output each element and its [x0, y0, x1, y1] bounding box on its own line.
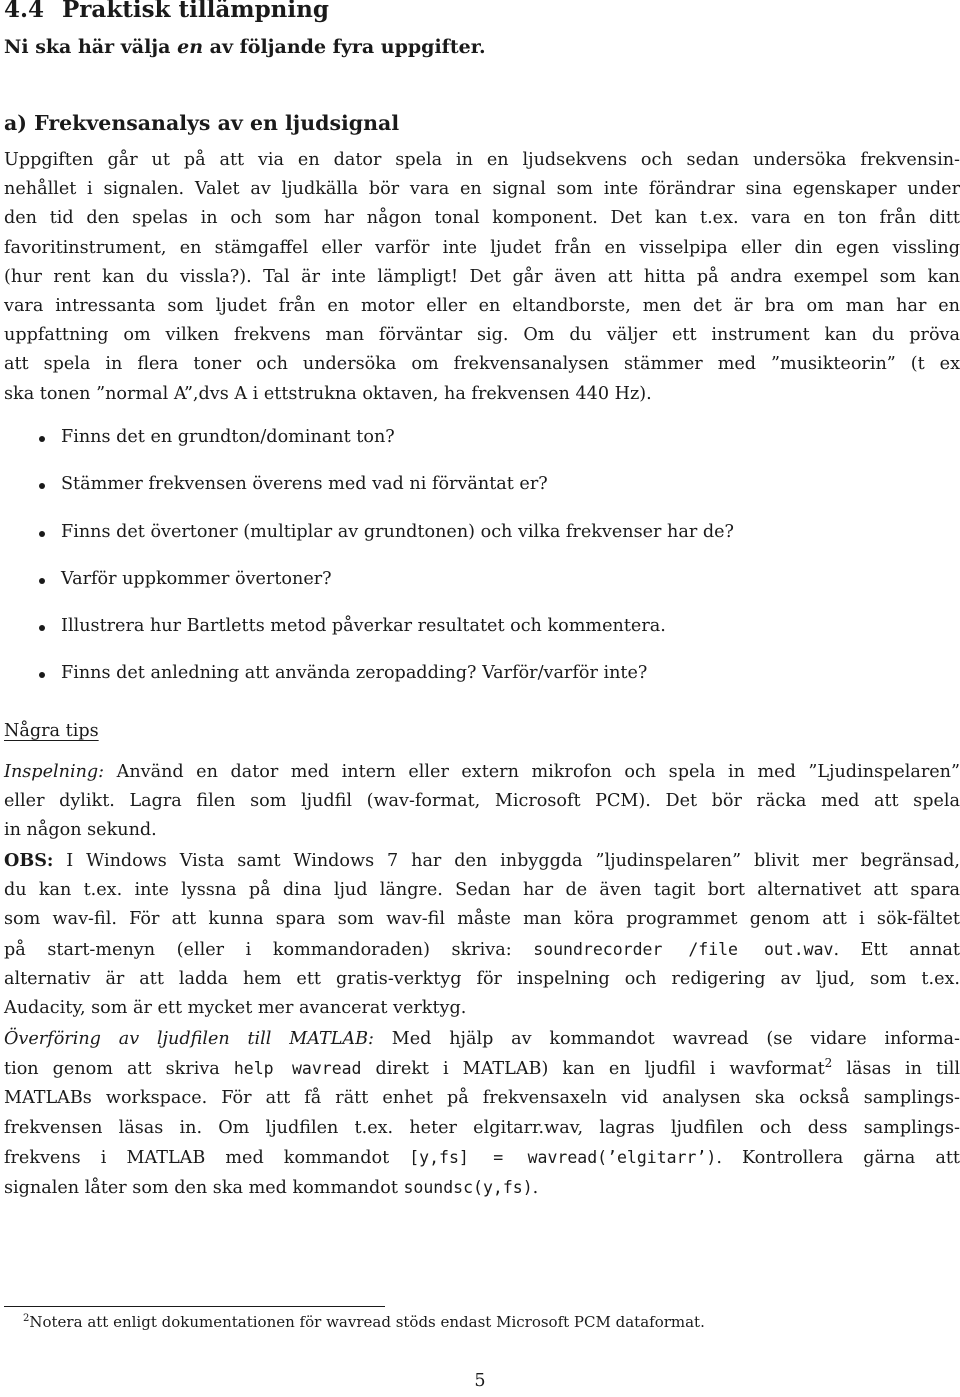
recording-tip-paragraph [4, 758, 960, 846]
command-code: soundsc(y,fs) [403, 1178, 533, 1198]
section-title: Praktisk tillämpning [62, 0, 329, 23]
bullet-icon [39, 483, 45, 489]
obs-paragraph [4, 846, 960, 1023]
paragraph-line: på start-menyn (eller i kommandoraden) skriva: soundrecorder /file out.wav. Ett annat [4, 939, 960, 960]
paragraph-line: alternativ är att ladda hem ett gratis-verktyg för inspelning och redigering av ljud, som t.ex. [4, 968, 960, 989]
list-item: Finns det övertoner (multiplar av grundtonen) och vilka frekvenser har de? [4, 518, 734, 565]
paragraph-line: ska tonen ”normal A”,dvs A i ettstrukna oktaven, ha frekvensen 440 Hz). [4, 383, 652, 404]
paragraph-line: som wav-fil. För att kunna spara som wav-fil måste man köra programmet genom att i sök-fältet [4, 909, 960, 930]
paragraph-line: MATLABs workspace. För att få rätt enhet på frekvensaxeln vid analysen ska också samplings- [4, 1088, 960, 1109]
list-item: Stämmer frekvensen överens med vad ni förväntat er? [4, 470, 734, 517]
tip-label: Inspelning: [4, 762, 105, 782]
paragraph-line: (hur rent kan du vissla?). Tal är inte lämpligt! Det går även att hitta på andra exempel som kan [4, 266, 960, 287]
paragraph-line: du kan t.ex. inte lyssna på dina ljud längre. Sedan har de även tagit bort alternativet att spara [4, 880, 960, 901]
obs-label: OBS: [4, 850, 54, 871]
footnote-divider [4, 1306, 385, 1307]
command-code: [y,fs] = wavread(’elgitarr’) [409, 1147, 717, 1167]
paragraph-line: den tid den spelas in och som har någon tonal komponent. Det kan t.ex. vara en ton från ditt [4, 208, 960, 229]
bullet-icon [39, 625, 45, 631]
intro-instruction: Ni ska här välja en av följande fyra uppgifter. [4, 36, 486, 58]
footnote-text: Notera att enligt dokumentationen för wavread stöds endast Microsoft PCM dataformat. [29, 1313, 705, 1331]
tip-label: Överföring av ljudfilen till MATLAB: [4, 1029, 374, 1049]
subsection-title: a) Frekvensanalys av en ljudsignal [4, 111, 400, 135]
section-number: 4.4 [4, 0, 45, 23]
emphasis-word: en [177, 36, 204, 58]
list-item: Varför uppkommer övertoner? [4, 565, 734, 612]
paragraph-line: att spela in flera toner och undersöka om frekvensanalysen stämmer med ”musikteorin” (t ex [4, 354, 960, 375]
bullet-icon [39, 672, 45, 678]
paragraph-line: favoritinstrument, en stämgaffel eller varför inte ljudet från en visselpipa eller din egen vissling [4, 237, 960, 258]
paragraph-line: OBS: I Windows Vista samt Windows 7 har den inbyggda ”ljudinspelaren” blivit mer begränsad, [4, 850, 960, 871]
paragraph-line: eller dylikt. Lagra filen som ljudfil (wav-format, Microsoft PCM). Det bör räcka med att spela [4, 791, 960, 812]
paragraph-line: Inspelning: Använd en dator med intern eller extern mikrofon och spela in med ”Ljudinspelaren” [4, 762, 960, 782]
paragraph-line: uppfattning om vilken frekvens man förväntar sig. Om du väljer ett instrument kan du pröva [4, 325, 960, 346]
paragraph-line: vara intressanta som ljudet från en motor eller en eltandborste, men det är bra om man har en [4, 296, 960, 317]
page-number: 5 [474, 1371, 486, 1391]
tips-heading: Några tips [4, 721, 99, 741]
paragraph-line: tion genom att skriva help wavread direkt i MATLAB) kan en ljudfil i wavformat$^2$ läsas in till [4, 1056, 960, 1080]
paragraph-line: signalen låter som den ska med kommandot soundsc(y,fs). [4, 1178, 539, 1199]
section-heading [4, 0, 960, 23]
bullet-icon [39, 531, 45, 537]
paragraph-line: Audacity, som är ett mycket mer avancerat verktyg. [4, 998, 467, 1019]
matlab-transfer-paragraph [4, 1025, 960, 1203]
bullet-icon [39, 436, 45, 442]
footnote-ref: 2 [824, 1056, 833, 1071]
paragraph-line: Uppgiften går ut på att via en dator spela in en ljudsekvens och sedan undersöka frekvensin- [4, 150, 960, 170]
command-code: soundrecorder /file out.wav [533, 939, 834, 959]
question-list [4, 423, 734, 707]
list-item: Finns det en grundton/dominant ton? [4, 423, 734, 470]
paragraph-line: Överföring av ljudfilen till MATLAB: Med hjälp av kommandot wavread (se vidare informa- [4, 1029, 960, 1049]
footnote [23, 1311, 960, 1333]
paragraph-line: frekvensen läsas in. Om ljudfilen t.ex. heter elgitarr.wav, lagras ljudfilen och dess samplings- [4, 1117, 960, 1138]
task-description-paragraph [4, 146, 960, 409]
bullet-icon [39, 578, 45, 584]
paragraph-line: nehållet i signalen. Valet av ljudkälla bör vara en signal som inte förändrar sina egenskaper under [4, 179, 960, 200]
list-item: Finns det anledning att använda zeropadding? Varför/varför inte? [4, 659, 734, 706]
command-code: help wavread [233, 1059, 362, 1079]
paragraph-line: in någon sekund. [4, 820, 157, 841]
list-item: Illustrera hur Bartletts metod påverkar resultatet och kommentera. [4, 612, 734, 659]
footnote-mark: 2 [23, 1313, 30, 1324]
paragraph-line: frekvens i MATLAB med kommandot [y,fs] = wavread(’elgitarr’). Kontrollera gärna att [4, 1147, 960, 1168]
